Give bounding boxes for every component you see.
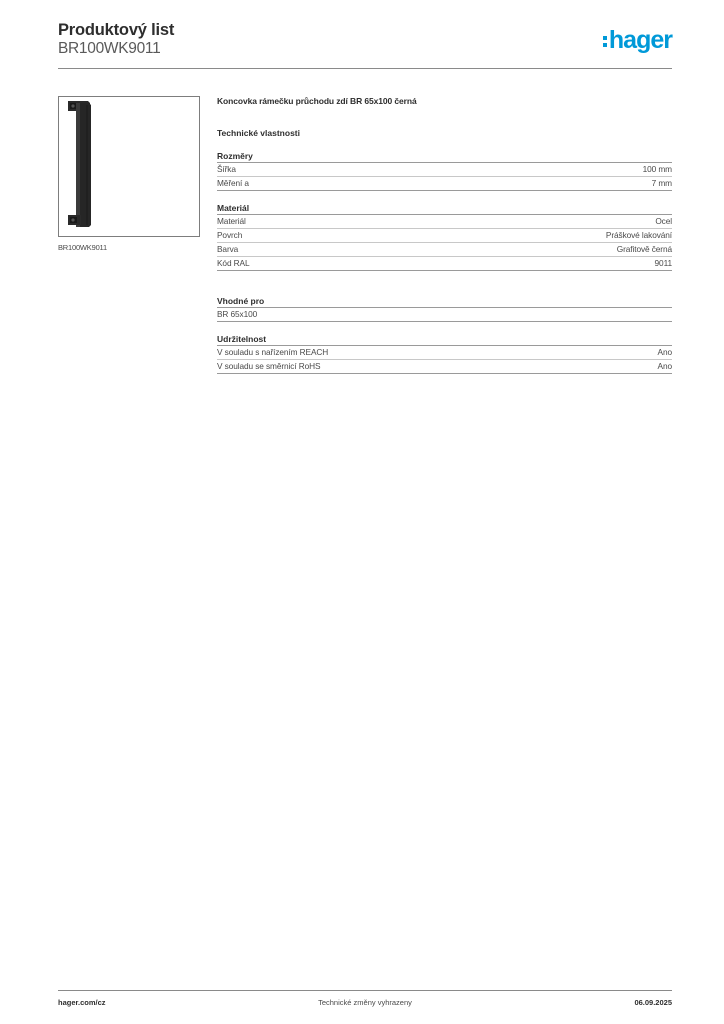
spec-label: V souladu se směrnicí RoHS [217, 361, 321, 371]
logo-text: hager [608, 26, 672, 54]
product-code: BR100WK9011 [58, 40, 161, 57]
product-details [217, 96, 672, 385]
footer-divider [58, 990, 672, 991]
footer-note: Technické změny vyhrazeny [318, 998, 412, 1007]
spec-label: Šířka [217, 164, 236, 174]
section-dimensions [217, 150, 672, 191]
logo-dots-icon [603, 36, 607, 47]
spec-row [217, 308, 672, 322]
product-name: Koncovka rámečku průchodu zdí BR 65x100 černá [217, 96, 417, 106]
spec-row [217, 177, 672, 191]
spec-label: V souladu s nařízením REACH [217, 347, 329, 357]
spec-value: Práškové lakování [605, 230, 672, 240]
page-footer [58, 998, 672, 1010]
section-suitable-for [217, 295, 672, 322]
spec-label: Barva [217, 244, 239, 254]
hager-logo[interactable] [603, 27, 672, 53]
spec-row [217, 243, 672, 257]
section-title: Vhodné pro [217, 295, 672, 308]
spec-row [217, 163, 672, 177]
section-title: Udržitelnost [217, 333, 672, 346]
spec-label: Materiál [217, 216, 246, 226]
page-title: Produktový list [58, 21, 175, 39]
spec-value: Ano [657, 361, 672, 371]
spec-row [217, 257, 672, 271]
spec-label: Měření a [217, 178, 249, 188]
spec-value: 9011 [654, 258, 672, 268]
spec-value: Ano [657, 347, 672, 357]
spec-row [217, 215, 672, 229]
section-material [217, 202, 672, 271]
page-header [58, 21, 672, 71]
spec-value: Ocel [655, 216, 672, 226]
spec-value: 7 mm [651, 178, 672, 188]
website-link[interactable]: hager.com/cz [58, 998, 106, 1007]
technical-properties-heading: Technické vlastnosti [217, 128, 300, 138]
section-title: Materiál [217, 202, 672, 215]
spec-label: Kód RAL [217, 258, 250, 268]
spec-label: Povrch [217, 230, 243, 240]
product-image [59, 97, 199, 236]
spec-value: Grafitově černá [616, 244, 672, 254]
footer-date: 06.09.2025 [634, 998, 672, 1007]
header-divider [58, 68, 672, 69]
spec-row [217, 360, 672, 374]
spec-label: BR 65x100 [217, 309, 258, 319]
product-image-caption: BR100WK9011 [58, 243, 107, 252]
spec-row [217, 346, 672, 360]
section-sustainability [217, 333, 672, 374]
product-image-frame [58, 96, 200, 237]
spec-row [217, 229, 672, 243]
section-title: Rozměry [217, 150, 672, 163]
spec-value: 100 mm [642, 164, 672, 174]
